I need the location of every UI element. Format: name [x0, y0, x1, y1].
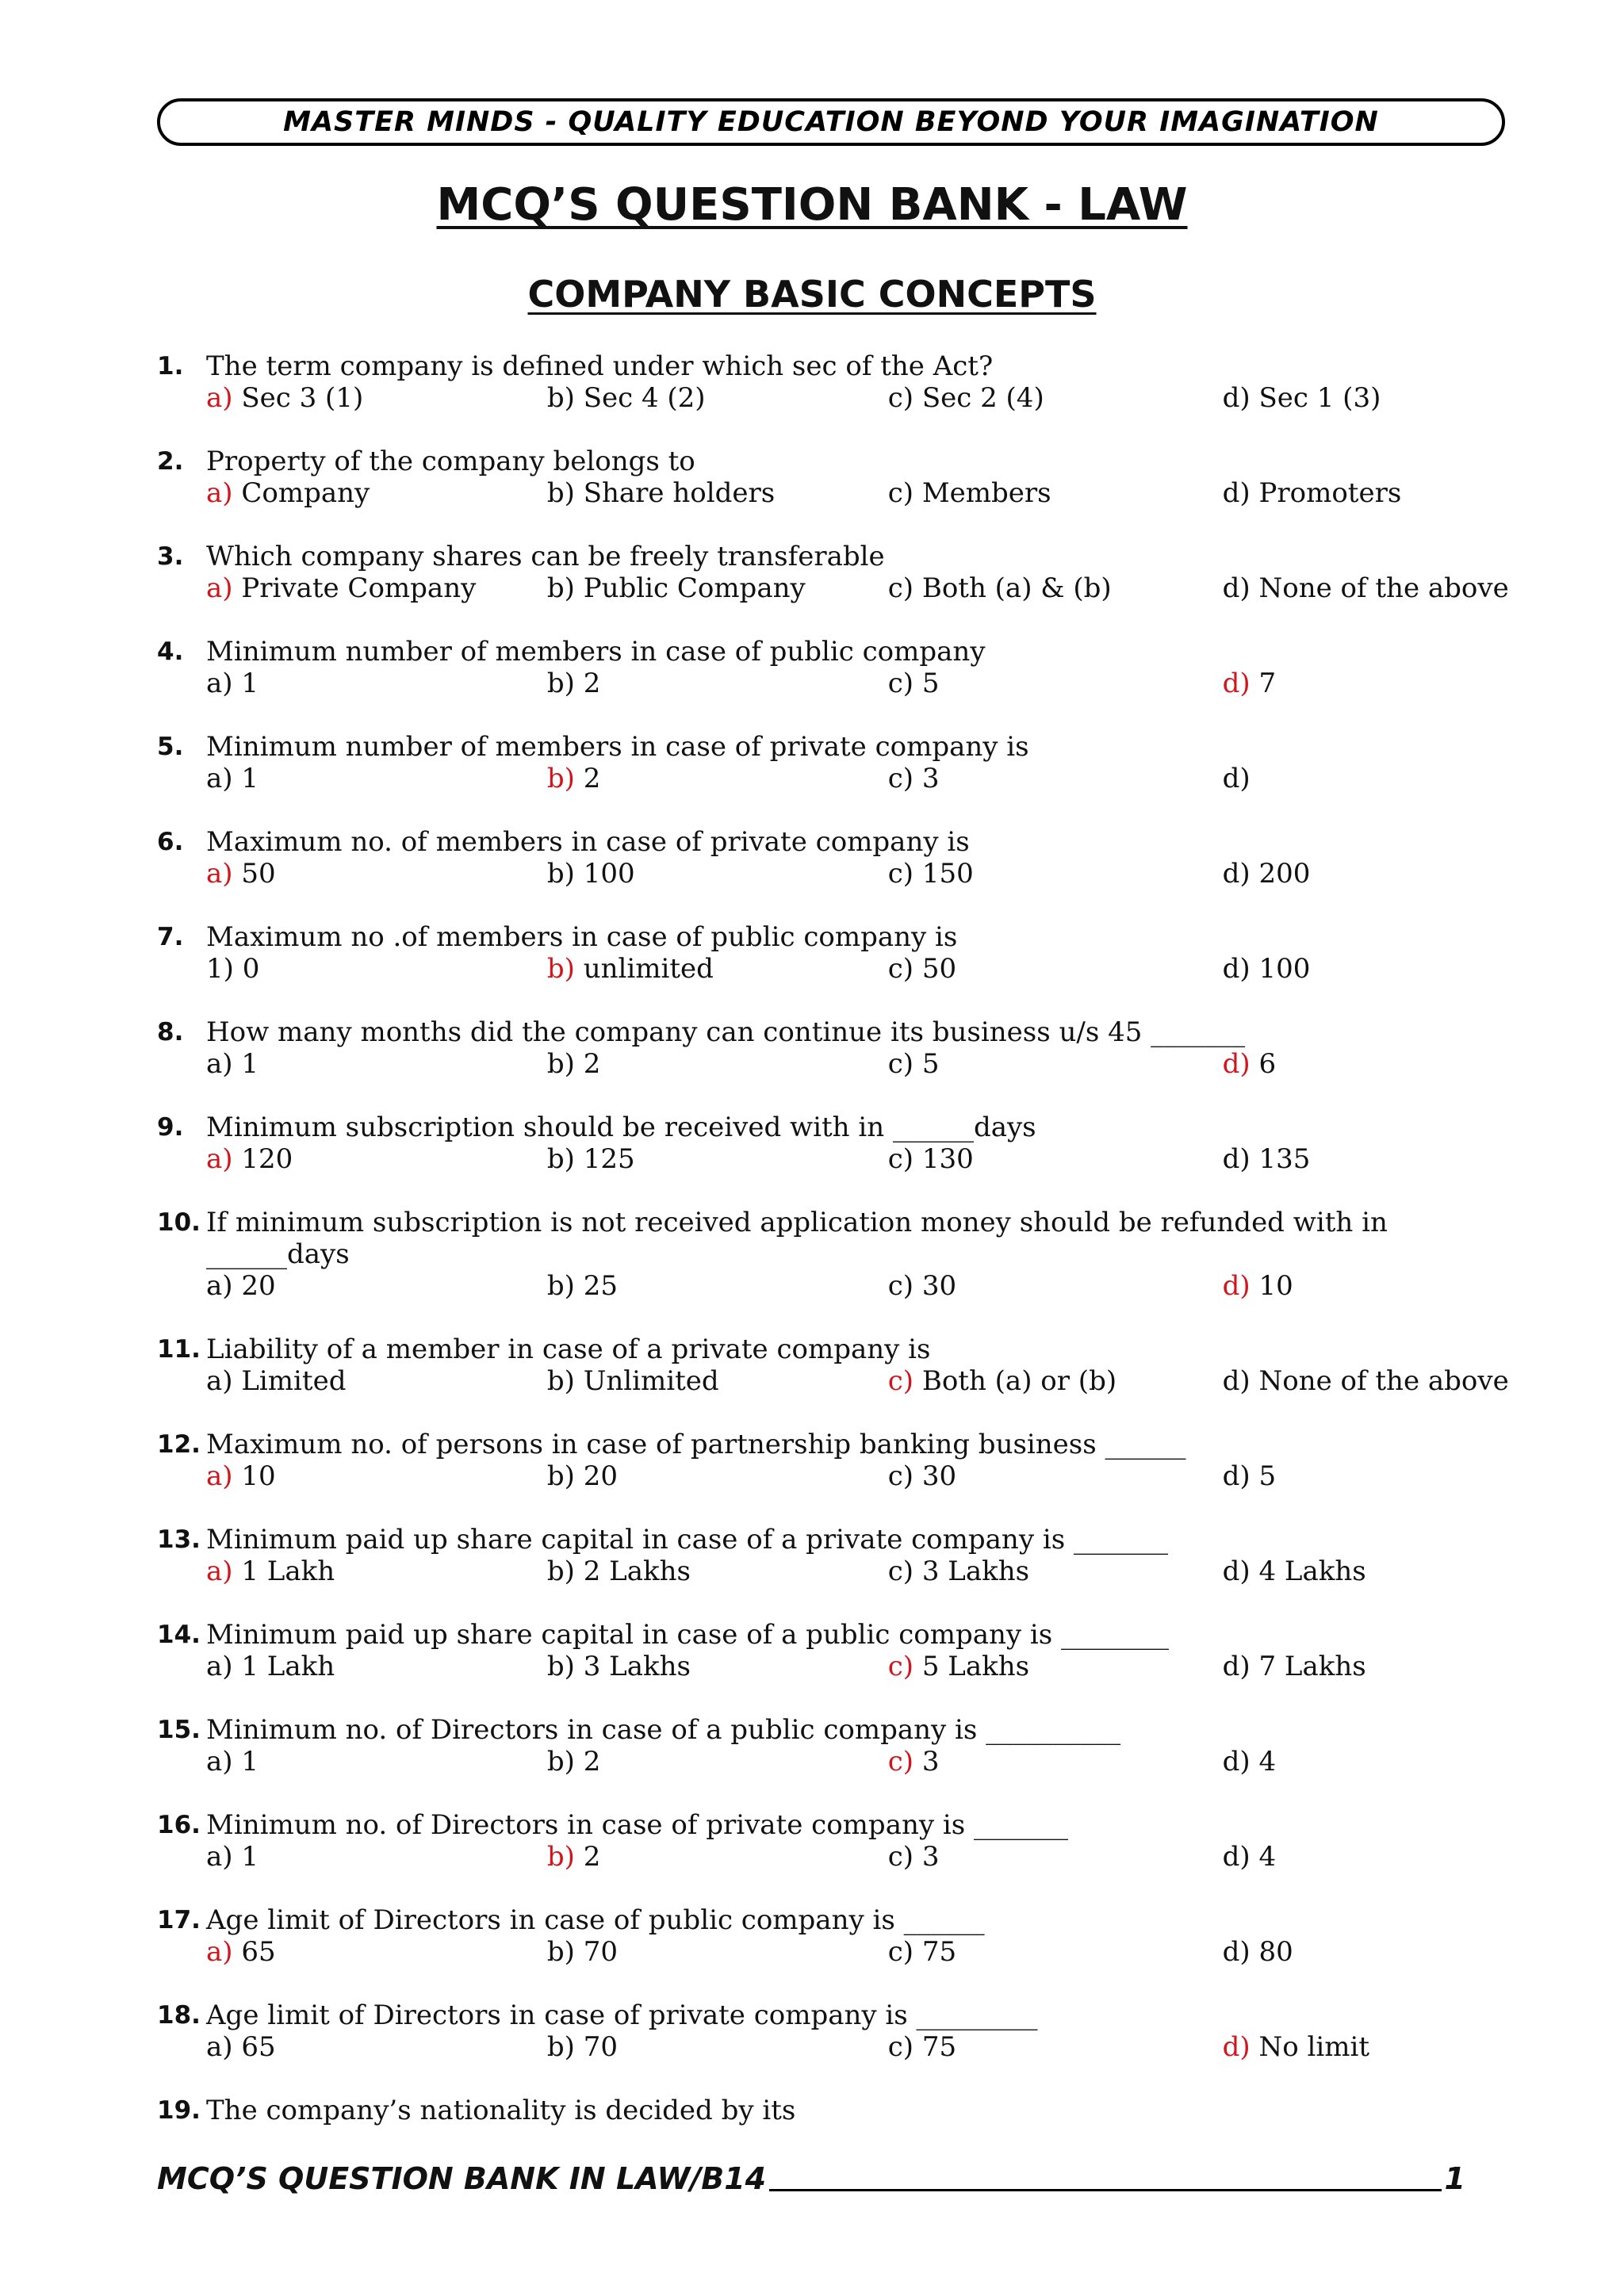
option-text: Limited — [232, 1365, 347, 1397]
correct-answer-letter: b) — [546, 953, 575, 985]
option-text: 3 — [914, 1746, 940, 1777]
option-text: 200 — [1250, 858, 1311, 890]
answer-option — [888, 763, 1223, 794]
answer-options — [206, 1556, 1521, 1587]
answer-option — [206, 1270, 547, 1302]
answer-option — [547, 477, 888, 509]
option-text: 10 — [232, 1460, 276, 1492]
answer-option — [206, 763, 547, 794]
option-text: 3 Lakhs — [914, 1556, 1030, 1587]
question-text: Minimum no. of Directors in case of private company is _______ — [206, 1809, 1069, 1841]
answer-option — [1223, 1651, 1521, 1682]
option-letter: a) — [206, 1746, 233, 1777]
answer-option — [1223, 668, 1521, 699]
answer-option — [1223, 1841, 1521, 1873]
option-letter: a) — [206, 1651, 233, 1682]
option-text: Sec 2 (4) — [914, 382, 1044, 414]
option-text: Company — [232, 477, 370, 509]
answer-options — [206, 1143, 1521, 1175]
answer-option — [888, 1048, 1223, 1080]
question-number: 5. — [157, 733, 184, 761]
question-number: 19. — [157, 2096, 201, 2125]
answer-option — [1223, 1460, 1521, 1492]
answer-option — [547, 1936, 888, 1968]
option-letter: b) — [546, 1556, 575, 1587]
option-text: 80 — [1250, 1936, 1293, 1968]
option-letter: a) — [206, 1048, 233, 1080]
option-letter: b) — [546, 1936, 575, 1968]
answer-option — [206, 572, 547, 604]
option-letter: a) — [206, 1365, 233, 1397]
answer-option — [888, 668, 1223, 699]
option-text: 70 — [574, 2031, 618, 2063]
footer-label: MCQ’S QUESTION BANK IN LAW/B14 — [157, 2161, 767, 2196]
option-letter: c) — [887, 953, 914, 985]
answer-option — [206, 1048, 547, 1080]
option-text: Private Company — [232, 572, 477, 604]
option-letter: c) — [887, 1270, 914, 1302]
answer-option — [547, 1143, 888, 1175]
answer-option — [1223, 2031, 1521, 2063]
option-text: 1 — [232, 1746, 259, 1777]
option-text: 5 — [914, 668, 940, 699]
question-text: The term company is defined under which sec of the Act? — [206, 350, 994, 382]
question-item — [157, 636, 1521, 699]
answer-option — [1223, 1556, 1521, 1587]
question-item — [157, 1714, 1521, 1777]
answer-option — [888, 1556, 1223, 1587]
option-text: 1 Lakh — [232, 1556, 335, 1587]
option-letter: d) — [1222, 1556, 1251, 1587]
option-text: 3 — [914, 763, 940, 794]
option-text: 25 — [574, 1270, 618, 1302]
correct-answer-letter: a) — [206, 477, 233, 509]
option-text: 2 — [574, 763, 601, 794]
correct-answer-letter: c) — [887, 1365, 914, 1397]
option-text: 4 — [1250, 1841, 1277, 1873]
answer-option — [206, 382, 547, 414]
option-letter: d) — [1222, 1651, 1251, 1682]
option-text: 1 Lakh — [232, 1651, 335, 1682]
option-letter: d) — [1222, 1841, 1251, 1873]
question-number: 6. — [157, 828, 184, 856]
option-text: 2 — [574, 1841, 601, 1873]
option-text: 100 — [574, 858, 635, 890]
question-list — [157, 350, 1521, 2158]
question-number: 2. — [157, 447, 184, 476]
option-letter: d) — [1222, 1936, 1251, 1968]
option-text: 3 — [914, 1841, 940, 1873]
option-letter: b) — [546, 858, 575, 890]
option-text: Promoters — [1250, 477, 1402, 509]
answer-option — [206, 1143, 547, 1175]
question-item — [157, 1112, 1521, 1175]
option-letter: c) — [887, 477, 914, 509]
answer-option — [547, 763, 888, 794]
answer-option — [547, 1746, 888, 1777]
question-text: Minimum subscription should be received with in ______days — [206, 1112, 1036, 1143]
page-number: 1 — [1444, 2161, 1465, 2196]
question-text: Minimum paid up share capital in case of a public company is ________ — [206, 1619, 1170, 1651]
option-letter: a) — [206, 763, 233, 794]
answer-options — [206, 953, 1521, 985]
option-text: 20 — [574, 1460, 618, 1492]
option-letter: d) — [1222, 1143, 1251, 1175]
question-item — [157, 1429, 1521, 1492]
answer-option — [888, 1841, 1223, 1873]
option-text: Public Company — [574, 572, 806, 604]
option-text: None of the above — [1250, 1365, 1509, 1397]
question-item — [157, 1016, 1521, 1080]
option-letter: a) — [206, 1270, 233, 1302]
answer-option — [206, 858, 547, 890]
answer-option — [1223, 1143, 1521, 1175]
option-text: 1 — [232, 1048, 259, 1080]
answer-option — [206, 1556, 547, 1587]
option-text: 30 — [914, 1270, 957, 1302]
option-text: Unlimited — [574, 1365, 719, 1397]
option-letter: b) — [546, 1746, 575, 1777]
option-letter: d) — [1222, 953, 1251, 985]
section-title: COMPANY BASIC CONCEPTS — [527, 273, 1097, 316]
answer-option — [1223, 953, 1521, 985]
option-letter: d) — [1222, 1746, 1251, 1777]
question-number: 17. — [157, 1906, 201, 1934]
option-text: 1 — [232, 668, 259, 699]
question-number: 13. — [157, 1525, 201, 1554]
option-text: Sec 3 (1) — [232, 382, 364, 414]
option-letter: c) — [887, 1936, 914, 1968]
question-text: Liability of a member in case of a private company is — [206, 1334, 931, 1365]
answer-option — [547, 572, 888, 604]
answer-option — [888, 572, 1223, 604]
answer-option — [206, 953, 547, 985]
answer-options — [206, 1746, 1521, 1777]
answer-option — [206, 2031, 547, 2063]
option-letter: b) — [546, 2031, 575, 2063]
option-text: 2 — [574, 1746, 601, 1777]
answer-option — [1223, 1270, 1521, 1302]
question-text: Property of the company belongs to — [206, 446, 695, 477]
option-text: 5 Lakhs — [914, 1651, 1030, 1682]
answer-option — [206, 1651, 547, 1682]
option-text: Sec 4 (2) — [574, 382, 706, 414]
option-text: 20 — [232, 1270, 276, 1302]
answer-option — [547, 1460, 888, 1492]
option-letter: b) — [546, 1270, 575, 1302]
correct-answer-letter: a) — [206, 572, 233, 604]
question-number: 4. — [157, 637, 184, 666]
option-text: 4 — [1250, 1746, 1277, 1777]
question-text: The company’s nationality is decided by its — [206, 2095, 796, 2126]
option-text: 7 Lakhs — [1250, 1651, 1366, 1682]
option-letter: c) — [887, 668, 914, 699]
correct-answer-letter: d) — [1222, 1048, 1251, 1080]
question-item — [157, 1809, 1521, 1873]
question-text: How many months did the company can continue its business u/s 45 _______ — [206, 1016, 1246, 1048]
question-number: 7. — [157, 923, 184, 951]
option-text: Both (a) & (b) — [914, 572, 1112, 604]
answer-option — [888, 858, 1223, 890]
question-text: Maximum no. of members in case of private company is — [206, 826, 970, 858]
question-text: If minimum subscription is not received application money should be refunded with in ______days — [206, 1207, 1388, 1270]
question-text: Which company shares can be freely transferable — [206, 541, 885, 572]
answer-option — [1223, 763, 1521, 794]
option-text: 50 — [914, 953, 957, 985]
answer-option — [888, 953, 1223, 985]
option-text: 70 — [574, 1936, 618, 1968]
answer-option — [888, 1270, 1223, 1302]
answer-option — [547, 1841, 888, 1873]
option-letter: c) — [887, 2031, 914, 2063]
answer-option — [547, 1556, 888, 1587]
correct-answer-letter: b) — [546, 1841, 575, 1873]
footer-rule — [769, 2188, 1441, 2191]
question-item — [157, 1999, 1521, 2063]
option-letter: c) — [887, 1556, 914, 1587]
option-text: 7 — [1250, 668, 1277, 699]
answer-option — [206, 1841, 547, 1873]
option-letter: d) — [1222, 1365, 1251, 1397]
answer-option — [206, 1365, 547, 1397]
question-item — [157, 1524, 1521, 1587]
option-letter: a) — [206, 1841, 233, 1873]
answer-options — [206, 2031, 1521, 2063]
option-letter: d) — [1222, 1460, 1251, 1492]
question-item — [157, 1619, 1521, 1682]
option-text: Sec 1 (3) — [1250, 382, 1381, 414]
option-text: 3 Lakhs — [574, 1651, 691, 1682]
answer-option — [1223, 1048, 1521, 1080]
answer-option — [547, 953, 888, 985]
page-title: MCQ’S QUESTION BANK - LAW — [436, 179, 1188, 231]
correct-answer-letter: a) — [206, 1143, 233, 1175]
option-letter: a) — [206, 668, 233, 699]
option-text: 130 — [914, 1143, 974, 1175]
question-text: Maximum no .of members in case of public company is — [206, 921, 958, 953]
option-text: Members — [914, 477, 1051, 509]
answer-options — [206, 382, 1521, 414]
answer-options — [206, 1936, 1521, 1968]
option-text: 125 — [574, 1143, 635, 1175]
option-letter: c) — [887, 1143, 914, 1175]
answer-options — [206, 1365, 1521, 1397]
option-letter: d) — [1222, 763, 1251, 794]
answer-options — [206, 858, 1521, 890]
answer-options — [206, 1460, 1521, 1492]
answer-option — [547, 1651, 888, 1682]
option-letter: d) — [1222, 858, 1251, 890]
option-text: 75 — [914, 1936, 957, 1968]
answer-option — [888, 1651, 1223, 1682]
question-item — [157, 350, 1521, 414]
option-text: 150 — [914, 858, 974, 890]
option-letter: c) — [887, 858, 914, 890]
option-letter: c) — [887, 1841, 914, 1873]
option-letter: c) — [887, 1460, 914, 1492]
question-item — [157, 1334, 1521, 1397]
correct-answer-letter: a) — [206, 382, 233, 414]
correct-answer-letter: c) — [887, 1746, 914, 1777]
option-letter: b) — [546, 1143, 575, 1175]
question-number: 10. — [157, 1208, 201, 1237]
question-number: 18. — [157, 2001, 201, 2030]
question-item — [157, 1904, 1521, 1968]
option-text: 100 — [1250, 953, 1311, 985]
question-number: 14. — [157, 1621, 201, 1649]
option-letter: b) — [546, 477, 575, 509]
option-text: 75 — [914, 2031, 957, 2063]
answer-option — [888, 1143, 1223, 1175]
option-text: 5 — [1250, 1460, 1277, 1492]
question-number: 3. — [157, 542, 184, 571]
answer-option — [1223, 572, 1521, 604]
option-text: 30 — [914, 1460, 957, 1492]
header-banner-text: MASTER MINDS - QUALITY EDUCATION BEYOND YOUR IMAGINATION — [283, 106, 1379, 138]
question-item — [157, 826, 1521, 890]
correct-answer-letter: a) — [206, 858, 233, 890]
option-letter: b) — [546, 1460, 575, 1492]
answer-option — [1223, 1365, 1521, 1397]
question-number: 8. — [157, 1018, 184, 1047]
question-item — [157, 731, 1521, 794]
question-text: Minimum paid up share capital in case of a private company is _______ — [206, 1524, 1168, 1556]
option-letter: b) — [546, 1651, 575, 1682]
question-text: Minimum number of members in case of public company — [206, 636, 986, 668]
answer-options — [206, 1841, 1521, 1873]
option-text: 1 — [232, 1841, 259, 1873]
answer-option — [1223, 477, 1521, 509]
answer-options — [206, 572, 1521, 604]
option-text: No limit — [1250, 2031, 1370, 2063]
option-text: 135 — [1250, 1143, 1311, 1175]
option-letter: c) — [887, 382, 914, 414]
answer-option — [888, 1936, 1223, 1968]
answer-options — [206, 763, 1521, 794]
correct-answer-letter: d) — [1222, 2031, 1251, 2063]
answer-option — [206, 1460, 547, 1492]
answer-option — [206, 1746, 547, 1777]
option-text: 2 — [574, 1048, 601, 1080]
answer-option — [888, 382, 1223, 414]
answer-options — [206, 1270, 1521, 1302]
answer-options — [206, 1651, 1521, 1682]
answer-option — [547, 668, 888, 699]
answer-option — [1223, 382, 1521, 414]
answer-option — [888, 477, 1223, 509]
answer-options — [206, 668, 1521, 699]
option-text: 2 Lakhs — [574, 1556, 691, 1587]
answer-option — [1223, 1936, 1521, 1968]
option-letter: b) — [546, 668, 575, 699]
correct-answer-letter: b) — [546, 763, 575, 794]
option-text: 2 — [574, 668, 601, 699]
header-banner — [157, 98, 1505, 146]
option-letter: c) — [887, 572, 914, 604]
question-number: 15. — [157, 1716, 201, 1744]
option-text: 65 — [232, 2031, 276, 2063]
question-item — [157, 1207, 1521, 1302]
correct-answer-letter: a) — [206, 1460, 233, 1492]
option-text: 6 — [1250, 1048, 1277, 1080]
option-letter: c) — [887, 1048, 914, 1080]
answer-option — [206, 668, 547, 699]
option-text: Share holders — [574, 477, 776, 509]
correct-answer-letter: d) — [1222, 1270, 1251, 1302]
answer-options — [206, 1048, 1521, 1080]
answer-option — [547, 858, 888, 890]
correct-answer-letter: a) — [206, 1556, 233, 1587]
option-text: 120 — [232, 1143, 293, 1175]
answer-option — [888, 1460, 1223, 1492]
option-letter: b) — [546, 1048, 575, 1080]
correct-answer-letter: d) — [1222, 668, 1251, 699]
question-item — [157, 921, 1521, 985]
answer-option — [547, 1365, 888, 1397]
option-letter: d) — [1222, 477, 1251, 509]
correct-answer-letter: c) — [887, 1651, 914, 1682]
option-letter: b) — [546, 382, 575, 414]
question-text: Age limit of Directors in case of public company is ______ — [206, 1904, 985, 1936]
option-letter: d) — [1222, 382, 1251, 414]
answer-option — [1223, 858, 1521, 890]
question-number: 1. — [157, 352, 184, 381]
answer-option — [888, 1746, 1223, 1777]
question-text: Age limit of Directors in case of private company is _________ — [206, 1999, 1038, 2031]
option-letter: b) — [546, 572, 575, 604]
option-text: 4 Lakhs — [1250, 1556, 1366, 1587]
question-number: 12. — [157, 1430, 201, 1459]
answer-option — [888, 2031, 1223, 2063]
option-text: 65 — [232, 1936, 276, 1968]
answer-option — [547, 1048, 888, 1080]
option-text: 50 — [232, 858, 276, 890]
page-footer — [157, 2161, 1465, 2196]
option-text: 5 — [914, 1048, 940, 1080]
option-letter: b) — [546, 1365, 575, 1397]
answer-option — [547, 1270, 888, 1302]
question-number: 11. — [157, 1335, 201, 1364]
option-text: 10 — [1250, 1270, 1293, 1302]
option-text: unlimited — [574, 953, 714, 985]
option-text: 0 — [233, 953, 260, 985]
question-text: Minimum no. of Directors in case of a public company is __________ — [206, 1714, 1121, 1746]
question-item — [157, 2095, 1521, 2126]
option-letter: a) — [206, 2031, 233, 2063]
answer-option — [547, 382, 888, 414]
answer-options — [206, 477, 1521, 509]
option-text: Both (a) or (b) — [914, 1365, 1117, 1397]
answer-option — [888, 1365, 1223, 1397]
question-item — [157, 541, 1521, 604]
option-letter: d) — [1222, 572, 1251, 604]
option-letter: c) — [887, 763, 914, 794]
answer-option — [206, 477, 547, 509]
question-item — [157, 446, 1521, 509]
option-letter: 1) — [206, 953, 234, 985]
option-text: None of the above — [1250, 572, 1509, 604]
option-text: 1 — [232, 763, 259, 794]
answer-option — [206, 1936, 547, 1968]
question-text: Minimum number of members in case of private company is — [206, 731, 1029, 763]
answer-option — [1223, 1746, 1521, 1777]
question-number: 16. — [157, 1811, 201, 1839]
answer-option — [547, 2031, 888, 2063]
question-text: Maximum no. of persons in case of partnership banking business ______ — [206, 1429, 1186, 1460]
correct-answer-letter: a) — [206, 1936, 233, 1968]
question-number: 9. — [157, 1113, 184, 1142]
